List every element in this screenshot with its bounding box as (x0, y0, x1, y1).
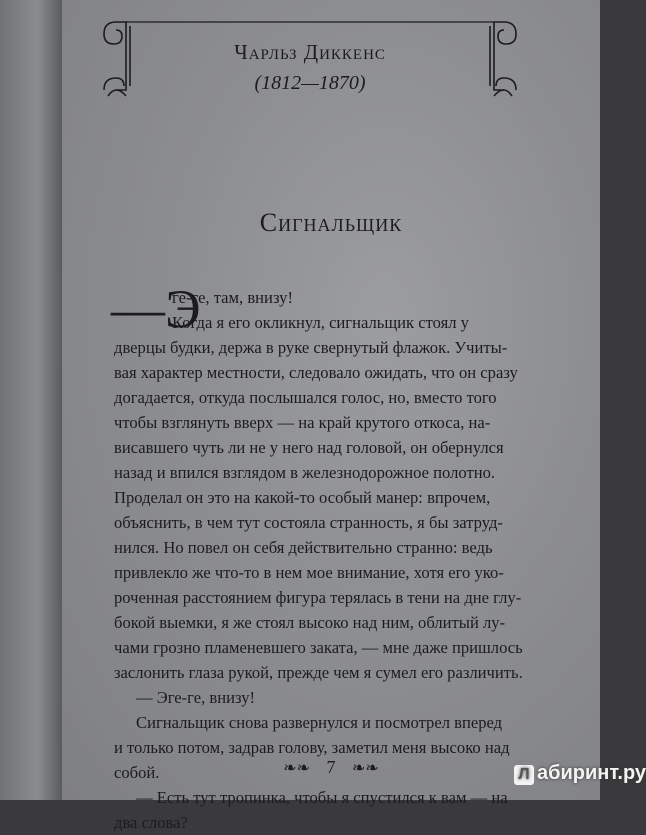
watermark-text: абиринт.ру (537, 762, 646, 784)
text-line: — Эге-ге, внизу! (136, 688, 256, 707)
text-line: чтобы взглянуть вверх — на край крутого откоса, на- (114, 413, 491, 432)
text-line: два слова? (114, 813, 188, 832)
text-line: Проделал он это на какой-то особый манер: впрочем, (114, 488, 491, 507)
text-line: бокой выемки, я же стоял высоко над ним, облитый лу- (114, 613, 506, 632)
text-line: чами грозно пламеневшего заката, — мне даже пришлось (114, 638, 523, 657)
text-line: догадается, откуда послышался голос, но, вместо того (114, 388, 497, 407)
text-line: — Есть тут тропинка, чтобы я спустился к вам — на (136, 788, 508, 807)
text-line: привлекло же что-то в нем мое внимание, хотя его уко- (114, 563, 504, 582)
text-line: нился. Но повел он себя действительно странно: ведь (114, 538, 493, 557)
text-line: собой. (114, 763, 160, 782)
drop-cap: —Э (111, 279, 201, 339)
text-line: назад и впился взглядом в железнодорожное полотно. (114, 463, 496, 482)
site-watermark (514, 762, 646, 785)
story-text (111, 279, 566, 835)
text-line: висавшего чуть ли не у него над головой, он обернулся (114, 438, 504, 457)
text-line: дверцы будки, держа в руке свернутый флажок. Учиты- (114, 338, 508, 357)
author-years: (1812—1870) (254, 72, 366, 94)
text-line: заслонить глаза рукой, прежде чем я сумел его различить. (114, 663, 523, 682)
author-name: Чарльз Диккенс (234, 40, 386, 64)
text-line: Сигнальщик снова развернулся и посмотрел вперед (136, 713, 503, 732)
previous-page-edge (0, 0, 62, 800)
fleuron-icon: ❧❧ (283, 760, 310, 777)
story-title: Сигнальщик (259, 208, 403, 237)
fleuron-icon: ❧❧ (352, 760, 379, 777)
text-line: роченная расстоянием фигура терялась в тени на дне глу- (114, 588, 522, 607)
text-line: и только потом, задрав голову, заметил меня высоко над (114, 738, 510, 757)
text-line-content: ге-ге, там, внизу! (172, 288, 293, 307)
text-line: вая характер местности, следовало ожидать, что он сразу (114, 363, 518, 382)
page-number: 7 (326, 757, 336, 777)
text-line: Когда я его окликнул, сигнальщик стоял у (172, 313, 469, 332)
book-page (62, 0, 646, 832)
labirint-logo-icon: Л (514, 765, 534, 785)
header-ornamental-frame (96, 10, 524, 102)
text-line: объяснить, в чем тут состояла странность, я бы затруд- (114, 513, 503, 532)
